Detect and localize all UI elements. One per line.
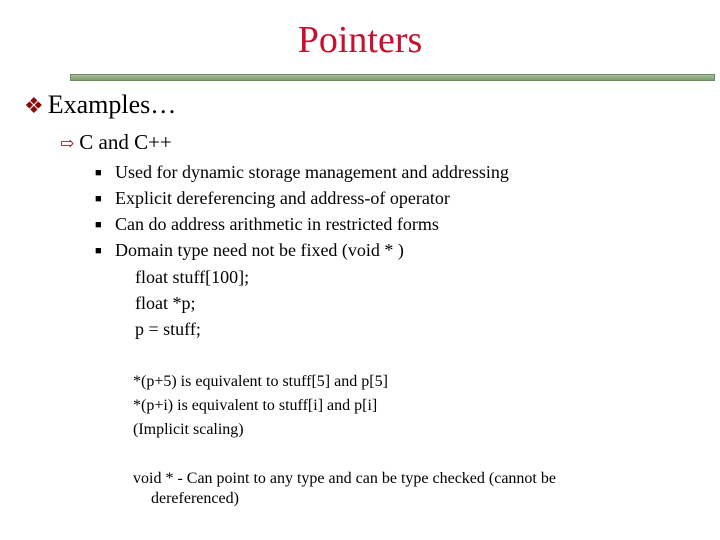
- bullet-text: Can do address arithmetic in restricted forms: [115, 214, 439, 234]
- note-line: *(p+5) is equivalent to stuff[5] and p[5]: [133, 373, 388, 390]
- title-divider: [70, 74, 715, 81]
- square-bullet-icon: ■: [95, 219, 102, 231]
- slide-title: Pointers: [297, 19, 423, 61]
- footer-note-line1: void * - Can point to any type and can be type checked (cannot be: [133, 470, 556, 487]
- footer-note-line2: dereferenced): [151, 490, 239, 507]
- bullet-text: Explicit dereferencing and address-of operator: [115, 188, 450, 208]
- diamond-bullet-icon: ❖: [24, 93, 44, 118]
- code-line: float stuff[100];: [135, 267, 250, 287]
- level2-text: C and C++: [79, 130, 172, 154]
- code-line: float *p;: [135, 293, 196, 313]
- bullet-item: [95, 187, 450, 210]
- arrow-bullet-icon: ⇨: [60, 134, 75, 153]
- bullet-item: [95, 213, 439, 236]
- bullet-text: Used for dynamic storage management and addressing: [115, 162, 509, 182]
- bullet-item: [95, 161, 509, 184]
- note-line: *(p+i) is equivalent to stuff[i] and p[i]: [133, 397, 378, 414]
- level1-item: [24, 90, 176, 121]
- bullet-item: [95, 239, 404, 262]
- square-bullet-icon: ■: [95, 167, 102, 179]
- square-bullet-icon: ■: [95, 245, 102, 257]
- square-bullet-icon: ■: [95, 193, 102, 205]
- level2-item: [60, 129, 172, 157]
- bullet-text: Domain type need not be fixed (void * ): [115, 240, 404, 260]
- code-line: p = stuff;: [135, 319, 201, 339]
- note-line: (Implicit scaling): [133, 421, 244, 438]
- level1-text: Examples…: [47, 90, 177, 119]
